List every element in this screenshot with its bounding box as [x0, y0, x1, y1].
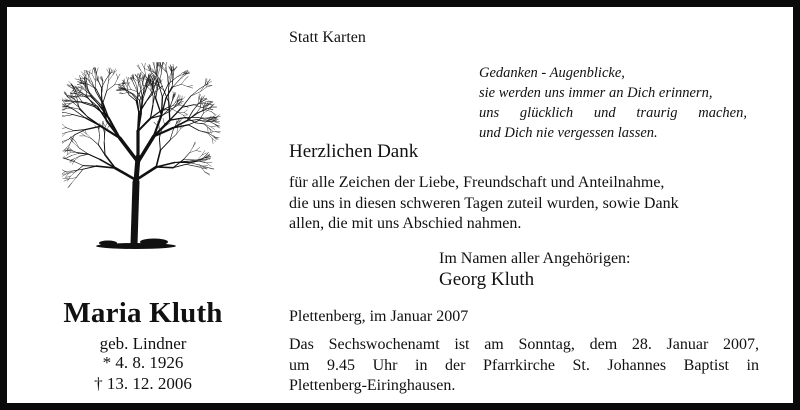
poem-line: sie werden uns immer an Dich erinnern, — [479, 85, 713, 101]
death-date: † 13. 12. 2006 — [94, 374, 192, 393]
signoff: Im Namen aller Angehörigen: — [439, 250, 631, 267]
thanks-line: die uns in diesen schweren Tagen zuteil wurden, sowie Dank — [289, 194, 679, 212]
service-info — [289, 335, 759, 397]
poem-line: uns glücklich und traurig machen, — [479, 105, 747, 121]
service-line: um 9.45 Uhr in der Pfarrkirche St. Johannes Baptist in — [289, 356, 759, 374]
tree-icon — [62, 62, 222, 257]
birth-name: geb. Lindner — [99, 334, 187, 353]
birth-date: * 4. 8. 1926 — [102, 353, 184, 372]
signer-name: Georg Kluth — [439, 269, 535, 290]
deceased-name: Maria Kluth — [63, 297, 223, 329]
thanks-heading: Herzlichen Dank — [289, 141, 419, 162]
thanks-line: für alle Zeichen der Liebe, Freundschaft und Anteilnahme, — [289, 174, 665, 191]
poem — [479, 63, 747, 143]
service-line: Das Sechswochenamt ist am Sonntag, dem 28. Januar 2007, — [289, 336, 759, 353]
thanks-line: allen, die mit uns Abschied nahmen. — [289, 215, 522, 232]
notice-header: Statt Karten — [289, 29, 366, 46]
service-line: Plettenberg-Eiringhausen. — [289, 377, 456, 394]
place-date: Plettenberg, im Januar 2007 — [289, 308, 469, 325]
poem-line: Gedanken - Augenblicke, — [479, 65, 625, 81]
thanks-text — [289, 173, 759, 235]
poem-line: und Dich nie vergessen lassen. — [479, 125, 658, 141]
